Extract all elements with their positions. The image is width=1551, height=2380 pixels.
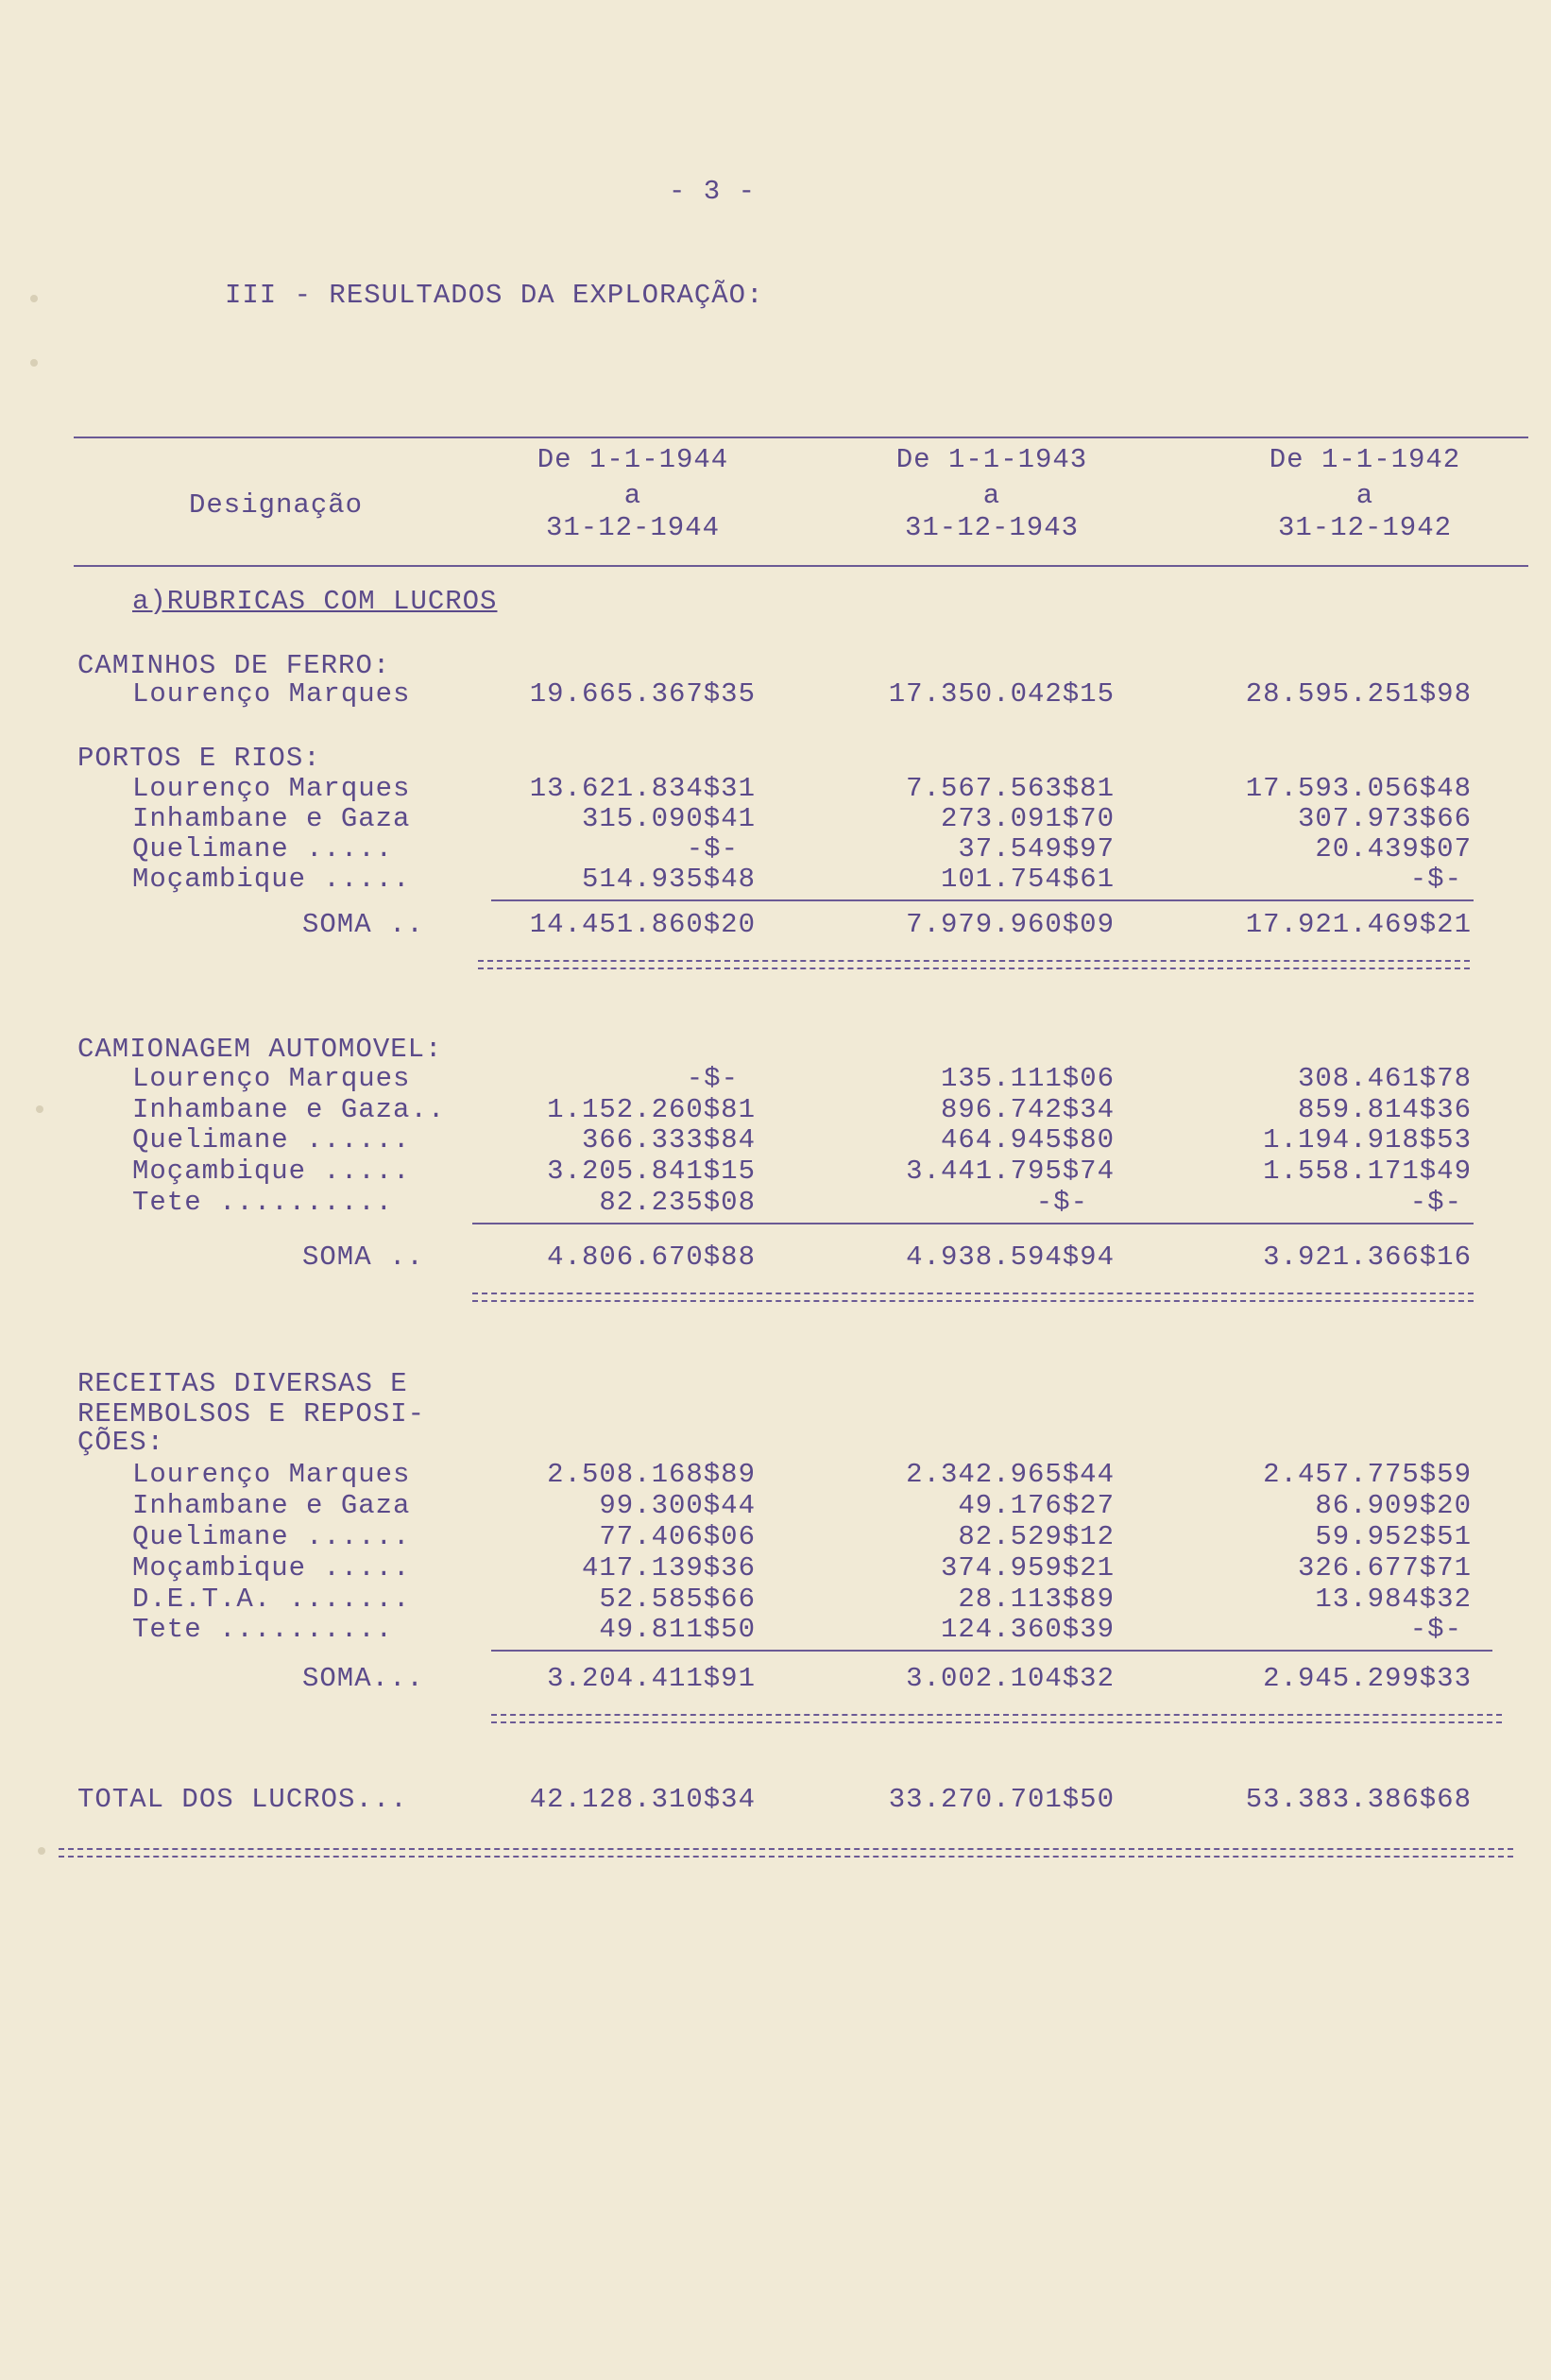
- period-1944-from: De 1-1-1944: [537, 444, 729, 475]
- value-cell: 2.457.775$59: [1263, 1459, 1472, 1490]
- value-cell: -$-: [1409, 864, 1462, 895]
- double-rule: [472, 1293, 1474, 1294]
- row-label: Tete ..........: [132, 1614, 394, 1645]
- row-label: Quelimane ......: [132, 1124, 411, 1156]
- value-cell: 326.677$71: [1297, 1552, 1472, 1584]
- punch-hole-mark: [38, 1847, 45, 1855]
- row-label: Inhambane e Gaza: [132, 1490, 411, 1521]
- value-cell: 13.621.834$31: [529, 773, 756, 804]
- value-cell: 1.194.918$53: [1263, 1124, 1472, 1156]
- value-cell: -$-: [686, 1063, 739, 1094]
- value-cell: 308.461$78: [1297, 1063, 1472, 1094]
- value-cell: 17.350.042$15: [888, 678, 1115, 710]
- value-cell: 2.342.965$44: [906, 1459, 1115, 1490]
- row-label: Moçambique .....: [132, 1156, 411, 1187]
- soma-label: SOMA...: [302, 1663, 424, 1694]
- value-cell: 19.665.367$35: [529, 678, 756, 710]
- value-cell: 1.152.260$81: [547, 1094, 756, 1125]
- value-cell: 13.984$32: [1315, 1584, 1472, 1615]
- total-value: 42.128.310$34: [529, 1784, 756, 1815]
- row-label: Moçambique .....: [132, 1552, 411, 1584]
- value-cell: -$-: [1409, 1187, 1462, 1218]
- period-1943-to: 31-12-1943: [904, 512, 1080, 543]
- value-cell: 17.593.056$48: [1245, 773, 1472, 804]
- value-cell: 86.909$20: [1315, 1490, 1472, 1521]
- value-cell: 3.205.841$15: [547, 1156, 756, 1187]
- row-label: Lourenço Marques: [132, 773, 411, 804]
- value-cell: 135.111$06: [940, 1063, 1115, 1094]
- header-top-rule: [74, 437, 1528, 438]
- value-cell: -$-: [1409, 1614, 1462, 1645]
- value-cell: 464.945$80: [940, 1124, 1115, 1156]
- row-label: Lourenço Marques: [132, 678, 411, 710]
- row-label: Quelimane .....: [132, 833, 394, 865]
- soma-value: 3.002.104$32: [906, 1663, 1115, 1694]
- row-label: Lourenço Marques: [132, 1063, 411, 1094]
- group-title-receitas-line: RECEITAS DIVERSAS E: [77, 1368, 408, 1399]
- value-cell: 307.973$66: [1297, 803, 1472, 834]
- group-title-caminhos: CAMINHOS DE FERRO:: [77, 650, 391, 681]
- value-cell: 273.091$70: [940, 803, 1115, 834]
- value-cell: 59.952$51: [1315, 1521, 1472, 1552]
- value-cell: 82.235$08: [599, 1187, 756, 1218]
- value-cell: 49.811$50: [599, 1614, 756, 1645]
- header-bottom-rule: [74, 565, 1528, 567]
- value-cell: 28.595.251$98: [1245, 678, 1472, 710]
- period-1944-to: 31-12-1944: [545, 512, 721, 543]
- double-rule: [478, 967, 1470, 969]
- soma-value: 4.938.594$94: [906, 1241, 1115, 1273]
- soma-value: 7.979.960$09: [906, 909, 1115, 940]
- soma-label: SOMA ..: [302, 909, 424, 940]
- value-cell: 374.959$21: [940, 1552, 1115, 1584]
- group-title-portos: PORTOS E RIOS:: [77, 743, 321, 774]
- total-double-rule: [59, 1856, 1513, 1858]
- value-cell: 28.113$89: [958, 1584, 1115, 1615]
- double-rule: [491, 1721, 1502, 1723]
- value-cell: 49.176$27: [958, 1490, 1115, 1521]
- soma-value: 14.451.860$20: [529, 909, 756, 940]
- value-cell: 99.300$44: [599, 1490, 756, 1521]
- value-cell: 2.508.168$89: [547, 1459, 756, 1490]
- row-label: Moçambique .....: [132, 864, 411, 895]
- soma-value: 4.806.670$88: [547, 1241, 756, 1273]
- row-label: Inhambane e Gaza: [132, 803, 411, 834]
- row-label: Tete ..........: [132, 1187, 394, 1218]
- row-label: Inhambane e Gaza..: [132, 1094, 446, 1125]
- punch-hole-mark: [30, 295, 38, 302]
- soma-label: SOMA ..: [302, 1241, 424, 1273]
- double-rule: [491, 1714, 1502, 1716]
- soma-value: 3.921.366$16: [1263, 1241, 1472, 1273]
- group-title-receitas-line: REEMBOLSOS E REPOSI-: [77, 1398, 426, 1430]
- value-cell: 3.441.795$74: [906, 1156, 1115, 1187]
- soma-value: 2.945.299$33: [1263, 1663, 1472, 1694]
- value-cell: 366.333$84: [581, 1124, 756, 1156]
- value-cell: 37.549$97: [958, 833, 1115, 865]
- value-cell: 315.090$41: [581, 803, 756, 834]
- value-cell: 77.406$06: [599, 1521, 756, 1552]
- value-cell: 20.439$07: [1315, 833, 1472, 865]
- sum-rule: [491, 899, 1474, 901]
- value-cell: 7.567.563$81: [906, 773, 1115, 804]
- punch-hole-mark: [30, 359, 38, 367]
- punch-hole-mark: [36, 1105, 43, 1113]
- designation-header: Designação: [189, 489, 364, 521]
- value-cell: -$-: [686, 833, 739, 865]
- total-value: 53.383.386$68: [1245, 1784, 1472, 1815]
- total-label: TOTAL DOS LUCROS...: [77, 1784, 408, 1815]
- value-cell: 124.360$39: [940, 1614, 1115, 1645]
- period-1942-sep: a: [1355, 480, 1374, 511]
- double-rule: [478, 960, 1470, 962]
- value-cell: 82.529$12: [958, 1521, 1115, 1552]
- page-number: - 3 -: [669, 176, 757, 207]
- value-cell: 52.585$66: [599, 1584, 756, 1615]
- period-1944-sep: a: [623, 480, 642, 511]
- value-cell: -$-: [1035, 1187, 1088, 1218]
- section-title: III - RESULTADOS DA EXPLORAÇÃO:: [225, 280, 764, 311]
- period-1942-from: De 1-1-1942: [1269, 444, 1461, 475]
- period-1942-to: 31-12-1942: [1277, 512, 1453, 543]
- value-cell: 1.558.171$49: [1263, 1156, 1472, 1187]
- value-cell: 417.139$36: [581, 1552, 756, 1584]
- row-label: Quelimane ......: [132, 1521, 411, 1552]
- group-title-camionagem: CAMIONAGEM AUTOMOVEL:: [77, 1034, 443, 1065]
- total-value: 33.270.701$50: [888, 1784, 1115, 1815]
- total-double-rule: [59, 1848, 1513, 1850]
- value-cell: 896.742$34: [940, 1094, 1115, 1125]
- value-cell: 514.935$48: [581, 864, 756, 895]
- period-1943-from: De 1-1-1943: [895, 444, 1088, 475]
- row-label: Lourenço Marques: [132, 1459, 411, 1490]
- period-1943-sep: a: [982, 480, 1001, 511]
- group-title-receitas-line: ÇÕES:: [77, 1427, 165, 1458]
- double-rule: [472, 1300, 1474, 1302]
- rubric-title: a)RUBRICAS COM LUCROS: [132, 586, 498, 617]
- row-label: D.E.T.A. .......: [132, 1584, 411, 1615]
- sum-rule: [491, 1650, 1492, 1652]
- value-cell: 859.814$36: [1297, 1094, 1472, 1125]
- sum-rule: [472, 1223, 1474, 1224]
- soma-value: 3.204.411$91: [547, 1663, 756, 1694]
- value-cell: 101.754$61: [940, 864, 1115, 895]
- soma-value: 17.921.469$21: [1245, 909, 1472, 940]
